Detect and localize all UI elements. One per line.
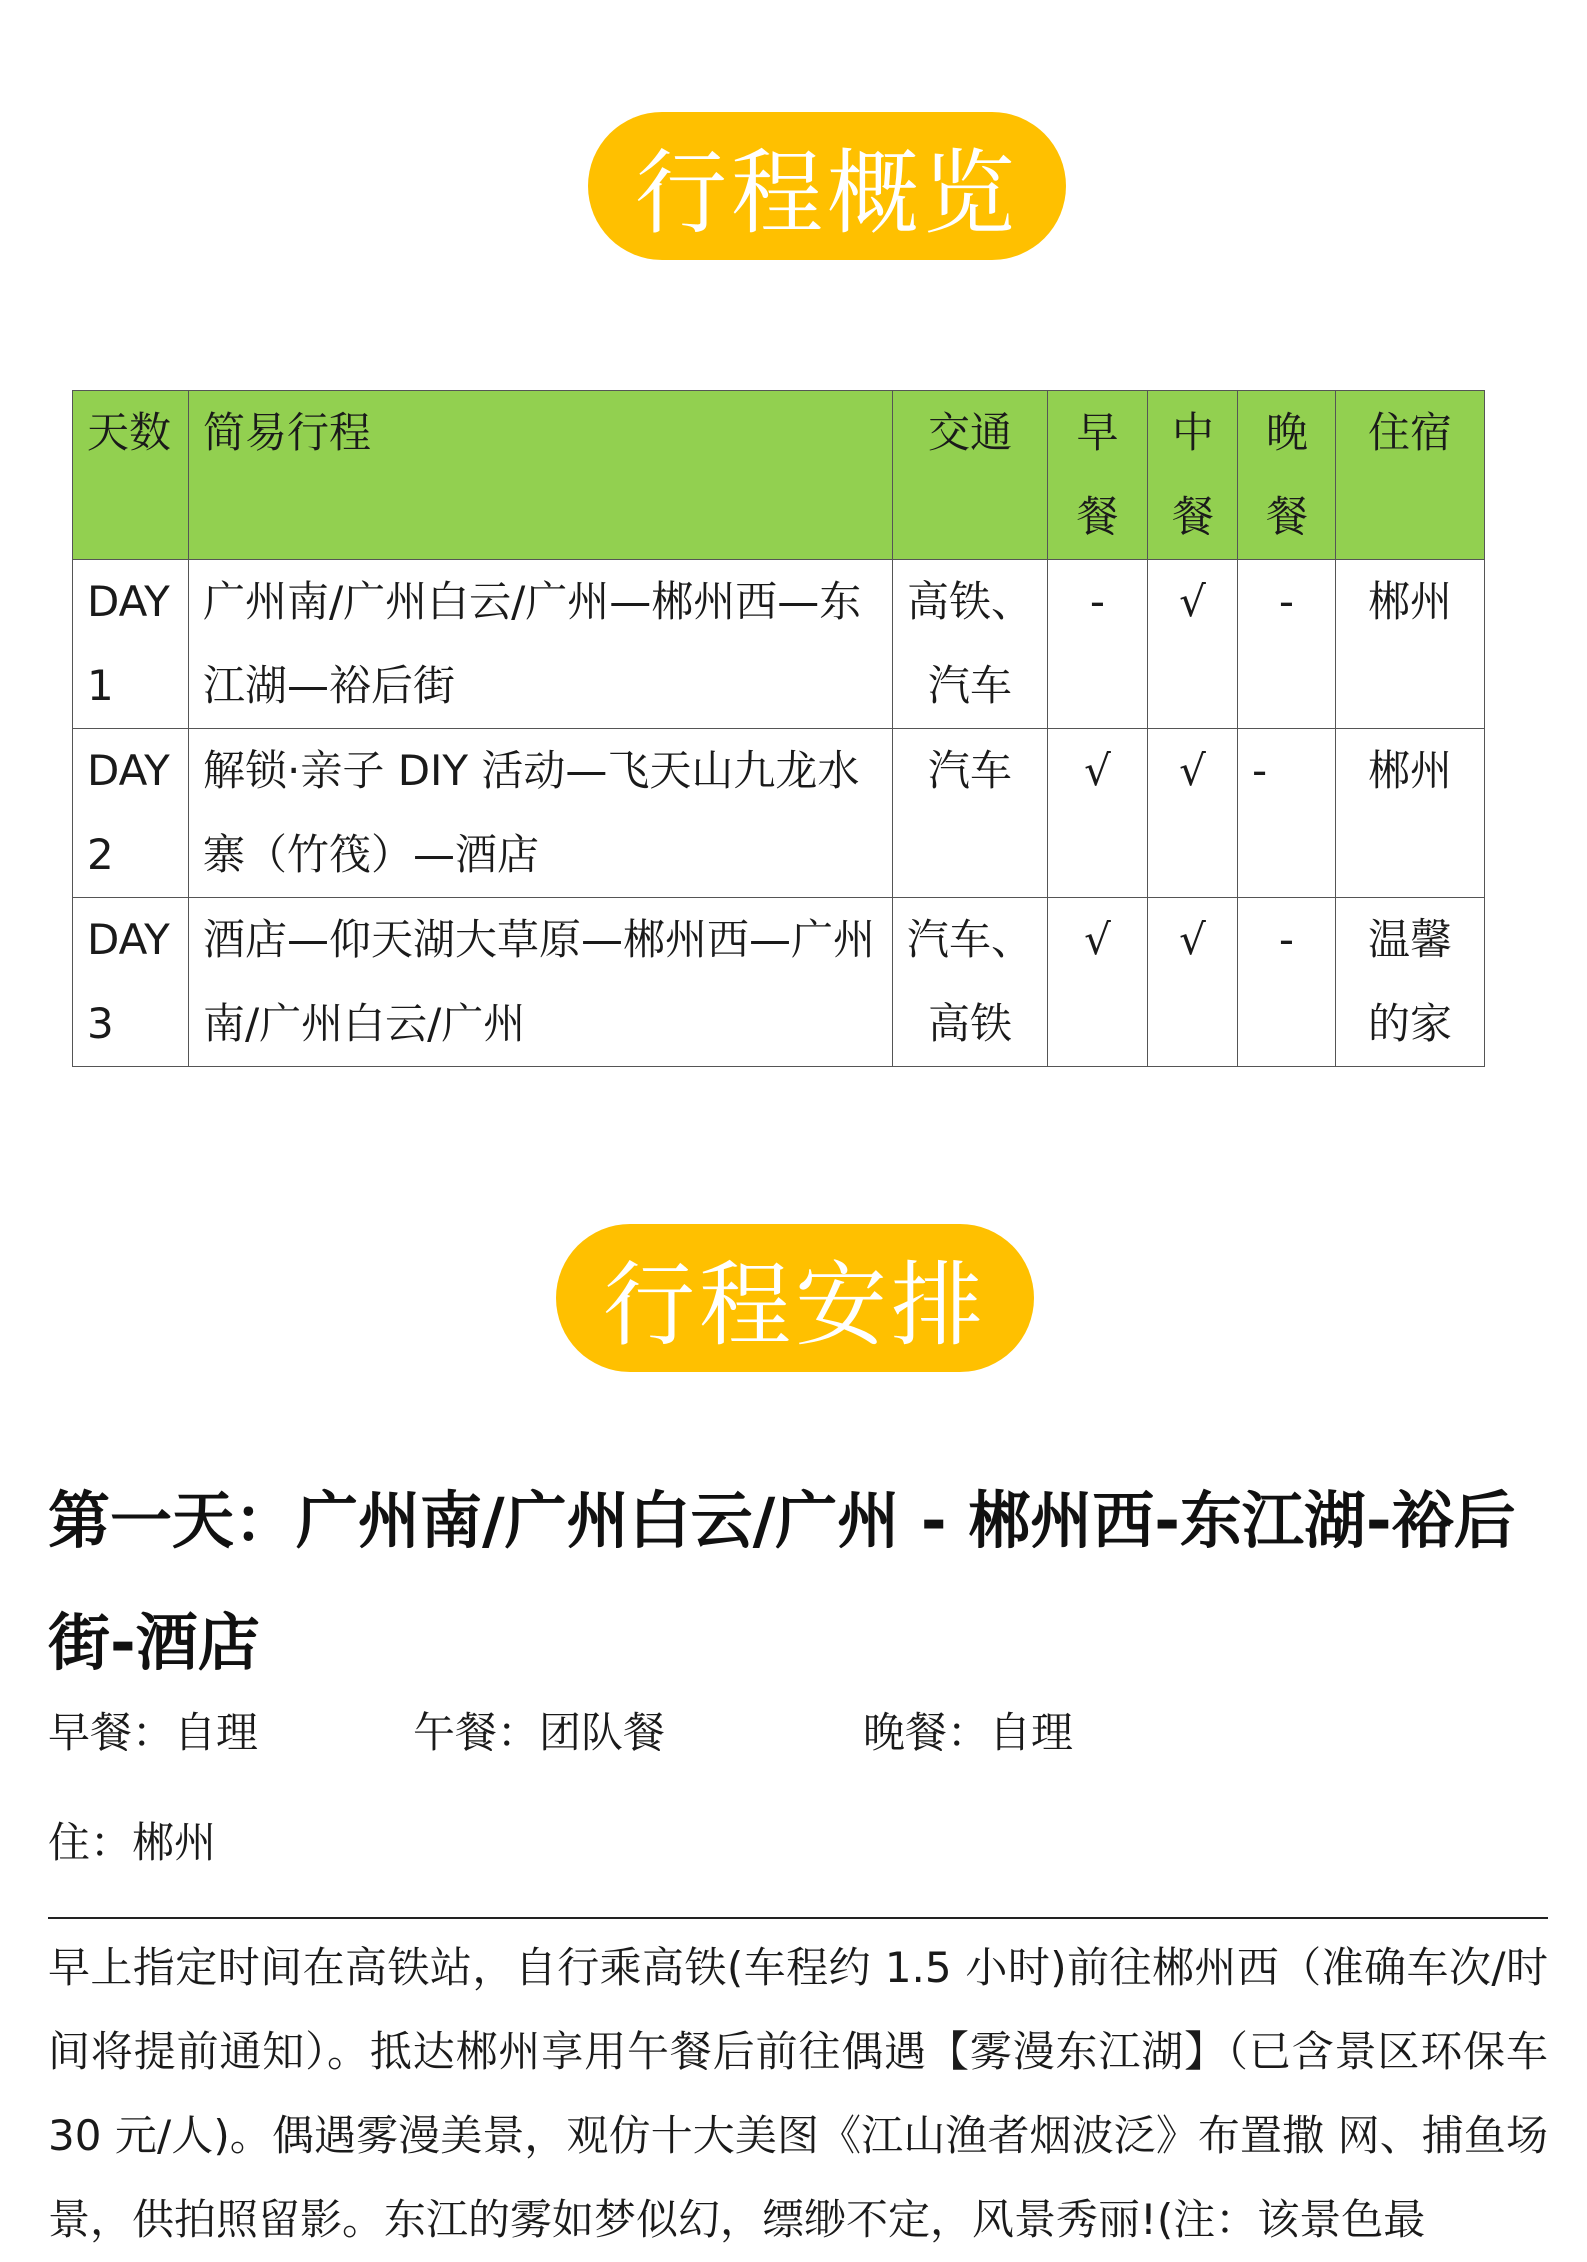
cell-day: DAY1 [73,560,189,729]
schedule-title: 行程安排 [602,1252,987,1359]
overview-title-badge [588,112,1066,260]
table-row [73,560,1485,729]
divider [48,1917,1548,1919]
day1-lunch: 午餐：团队餐 [413,1708,666,1757]
table-row [73,729,1485,898]
cell-dinner: - [1238,898,1336,1067]
cell-breakfast: √ [1048,729,1148,898]
header-transport: 交通 [893,391,1048,560]
header-day: 天数 [73,391,189,560]
table-header-row [73,391,1485,560]
cell-stay: 郴州 [1336,560,1485,729]
cell-stay: 郴州 [1336,729,1485,898]
schedule-title-badge [556,1224,1034,1372]
header-lunch: 中餐 [1148,391,1238,560]
day1-breakfast: 早餐：自理 [48,1708,259,1757]
header-itinerary: 简易行程 [189,391,893,560]
itinerary-overview-table [72,390,1485,1067]
day1-description: 早上指定时间在高铁站，自行乘高铁(车程约 1.5 小时)前往郴州西（准确车次/时间将提前通知）。抵达郴州享用午餐后前往偶遇【雾漫东江湖】（已含景区环保车 30 元/人)。偶遇雾漫美景，观仿十大美图《江山渔者烟波泛》布置撒 网、捕鱼场景，供拍照留影。东江的雾如梦似幻，缥缈不定，风景秀丽!(注：该景色最 [48,1943,1548,2244]
cell-transport: 高铁、汽车 [893,560,1048,729]
day1-title: 第一天：广州南/广州白云/广州 - 郴州西-东江湖-裕后街-酒店 [48,1484,1516,1679]
cell-breakfast: √ [1048,898,1148,1067]
cell-itinerary: 酒店—仰天湖大草原—郴州西—广州南/广州白云/广州 [189,898,893,1067]
cell-lunch: √ [1148,560,1238,729]
header-breakfast: 早餐 [1048,391,1148,560]
day1-stay: 住：郴州 [48,1818,217,1867]
header-dinner: 晚餐 [1238,391,1336,560]
header-stay: 住宿 [1336,391,1485,560]
cell-dinner: - [1238,560,1336,729]
table-row [73,898,1485,1067]
cell-itinerary: 广州南/广州白云/广州—郴州西—东江湖—裕后街 [189,560,893,729]
day1-dinner: 晚餐：自理 [863,1708,1074,1757]
cell-stay: 温馨的家 [1336,898,1485,1067]
cell-breakfast: - [1048,560,1148,729]
cell-dinner: - [1238,729,1336,898]
cell-day: DAY2 [73,729,189,898]
cell-lunch: √ [1148,729,1238,898]
cell-transport: 汽车、高铁 [893,898,1048,1067]
overview-title: 行程概览 [634,140,1019,247]
cell-transport: 汽车 [893,729,1048,898]
day1-meals [48,1700,1448,1760]
cell-lunch: √ [1148,898,1238,1067]
cell-day: DAY3 [73,898,189,1067]
cell-itinerary: 解锁·亲子 DIY 活动—飞天山九龙水寨（竹筏）—酒店 [189,729,893,898]
